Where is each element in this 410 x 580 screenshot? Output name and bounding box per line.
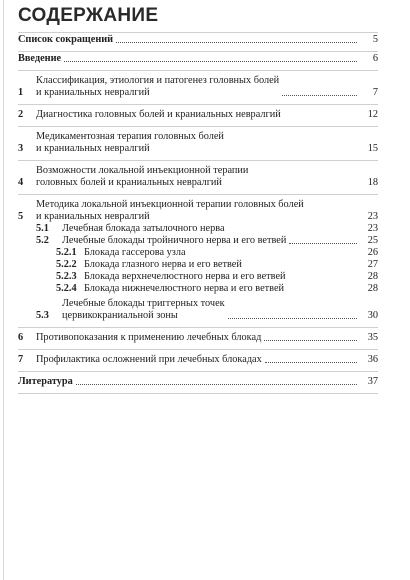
toc-entry-chapter-3[interactable] [18, 131, 378, 155]
toc-entry-text: Литература [18, 376, 73, 387]
toc-entry-text: Лечебные блокады тройничного нерва и его ветвей [62, 235, 287, 246]
toc-section-number: 5.1 [36, 223, 49, 234]
toc-entry-section-5-3[interactable] [18, 298, 378, 322]
dot-leader [228, 318, 357, 319]
toc-subsection-number: 5.2.3 [56, 271, 77, 282]
toc-entry-text: Блокада глазного нерва и его ветвей [84, 259, 242, 270]
dot-leader [265, 362, 357, 363]
toc-entry-section-5-2-2[interactable] [18, 259, 378, 271]
toc-entry-section-5-1[interactable] [18, 223, 378, 235]
toc-page-number: 30 [367, 310, 378, 321]
toc-entry-text: Лечебная блокада затылочного нерва [62, 223, 225, 234]
toc-page-number: 25 [367, 235, 378, 246]
toc-group-intro [18, 52, 378, 71]
toc-subsection-number: 5.2.2 [56, 259, 77, 270]
toc-entry-text: Лечебные блокады триггерных точек цервикокраниальной зоны [62, 298, 225, 321]
toc-group-literature [18, 372, 378, 394]
toc-entry-chapter-7[interactable] [18, 354, 378, 366]
toc-entry-chapter-2[interactable] [18, 109, 378, 121]
toc-group-ch3 [18, 127, 378, 161]
toc-entry-chapter-6[interactable] [18, 332, 378, 344]
toc-group-ch4 [18, 161, 378, 195]
toc-group-ch5 [18, 195, 378, 328]
page-edge [3, 0, 4, 580]
toc-chapter-number: 5 [18, 211, 24, 222]
toc-entry-text: Классификация, этиология и патогенез головных болей и краниальных невралгий [36, 75, 280, 98]
toc-entry-text: Блокада гассерова узла [84, 247, 186, 258]
toc-entry-text: Блокада верхнечелюстного нерва и его ветвей [84, 271, 286, 282]
dot-leader [116, 42, 357, 43]
toc-page-number: 26 [367, 247, 378, 258]
toc [18, 32, 378, 394]
toc-entry-text: Список сокращений [18, 34, 114, 45]
toc-section-number: 5.2 [36, 235, 49, 246]
toc-page-number: 7 [372, 87, 378, 98]
toc-page-number: 23 [367, 211, 378, 222]
page-title: СОДЕРЖАНИЕ [18, 5, 159, 26]
toc-page-number: 27 [367, 259, 378, 270]
toc-entry-section-5-2-3[interactable] [18, 271, 378, 283]
toc-chapter-number: 6 [18, 332, 24, 343]
toc-entry-chapter-1[interactable] [18, 75, 378, 99]
toc-page-number: 23 [367, 223, 378, 234]
toc-page-number: 18 [367, 177, 378, 188]
toc-entry-text: Методика локальной инъекционной терапии головных болей и краниальных невралгий [36, 199, 304, 222]
dot-leader [64, 61, 357, 62]
dot-leader [282, 95, 357, 96]
toc-group-ch1 [18, 71, 378, 105]
toc-entry-section-5-2[interactable] [18, 235, 378, 247]
toc-entry-chapter-4[interactable] [18, 165, 378, 189]
toc-entry-text: Введение [18, 53, 62, 64]
toc-entry-text: Медикаментозная терапия головных болей и краниальных невралгий [36, 131, 224, 154]
toc-entry-text: Профилактика осложнений при лечебных блокадах [36, 354, 262, 365]
toc-entry-abbreviations[interactable] [18, 34, 378, 46]
toc-entry-text: Блокада нижнечелюстного нерва и его ветвей [84, 283, 285, 294]
toc-page-number: 6 [372, 53, 378, 64]
toc-entry-text: Возможности локальной инъекционной терапии головных болей и краниальных невралгий [36, 165, 249, 188]
toc-entry-chapter-5[interactable] [18, 199, 378, 223]
toc-chapter-number: 2 [18, 109, 24, 120]
toc-subsection-number: 5.2.1 [56, 247, 77, 258]
toc-entry-introduction[interactable] [18, 53, 378, 65]
toc-entry-text: Диагностика головных болей и краниальных невралгий [36, 109, 281, 120]
dot-leader [289, 243, 357, 244]
toc-page-number: 36 [367, 354, 378, 365]
toc-entry-literature[interactable] [18, 376, 378, 388]
toc-group-abbr [18, 33, 378, 52]
toc-section-number: 5.3 [36, 310, 49, 321]
dot-leader [76, 384, 357, 385]
toc-group-ch2 [18, 105, 378, 127]
toc-group-ch6 [18, 328, 378, 350]
toc-chapter-number: 7 [18, 354, 24, 365]
toc-page-number: 28 [367, 271, 378, 282]
toc-entry-section-5-2-4[interactable] [18, 283, 378, 295]
toc-page-number: 37 [367, 376, 378, 387]
toc-chapter-number: 4 [18, 177, 24, 188]
dot-leader [264, 340, 357, 341]
toc-entry-text: Противопоказания к применению лечебных блокад [36, 332, 262, 343]
toc-page-number: 35 [367, 332, 378, 343]
toc-page-number: 5 [372, 34, 378, 45]
toc-chapter-number: 3 [18, 143, 24, 154]
toc-entry-section-5-2-1[interactable] [18, 247, 378, 259]
toc-chapter-number: 1 [18, 87, 24, 98]
toc-page-number: 28 [367, 283, 378, 294]
toc-page-number: 12 [367, 109, 378, 120]
toc-subsection-number: 5.2.4 [56, 283, 77, 294]
toc-group-ch7 [18, 350, 378, 372]
toc-page-number: 15 [367, 143, 378, 154]
